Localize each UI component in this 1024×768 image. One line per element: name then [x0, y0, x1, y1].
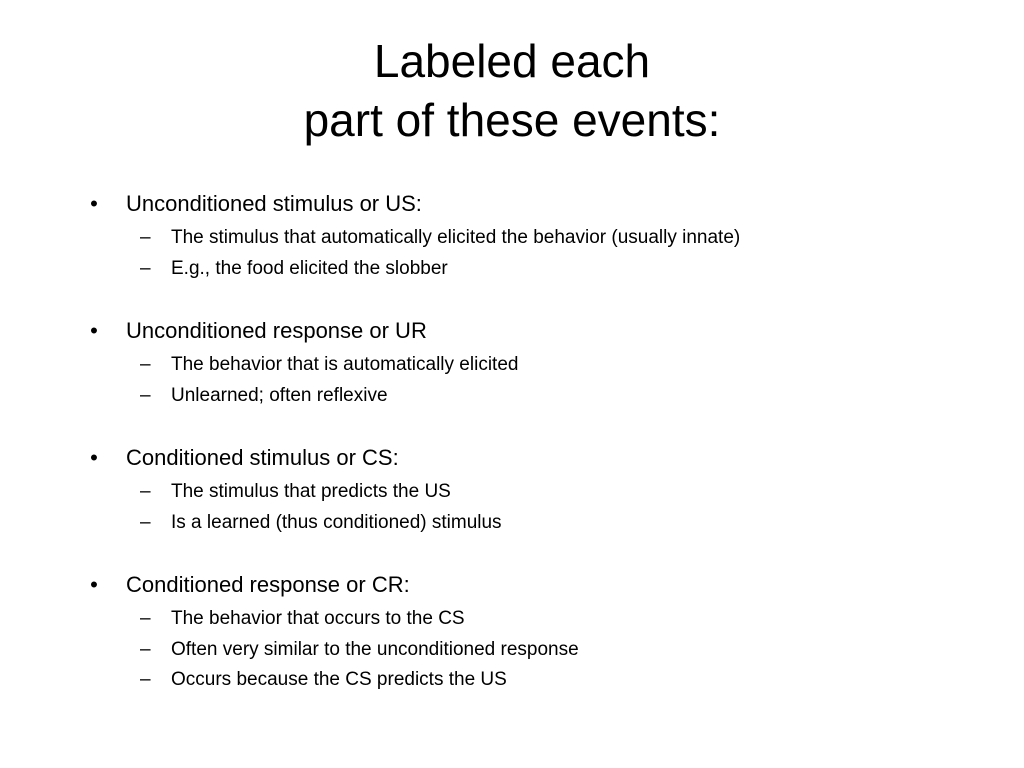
sub-item — [126, 381, 984, 412]
bullet-item-unconditioned-response — [84, 315, 984, 411]
sub-list — [126, 604, 984, 696]
sub-item-text: Unlearned; often reflexive — [171, 384, 388, 406]
slide-title-line-1: Labeled each — [373, 35, 651, 87]
bullet-icon: • — [90, 572, 98, 597]
sub-list — [126, 477, 984, 538]
sub-item-text: The stimulus that automatically elicited the behavior (usually innate) — [171, 227, 741, 248]
bullet-item-conditioned-stimulus — [84, 442, 984, 538]
dash-icon: – — [140, 384, 151, 406]
sub-item-text: The behavior that occurs to the CS — [171, 608, 465, 629]
dash-icon: – — [140, 481, 151, 502]
bullet-icon: • — [90, 191, 98, 216]
dash-icon: – — [140, 257, 151, 279]
sub-item — [126, 635, 984, 666]
sub-list — [126, 350, 984, 411]
sub-item — [126, 223, 984, 254]
sub-item — [126, 254, 984, 285]
bullet-icon: • — [90, 318, 98, 343]
sub-item-text: Is a learned (thus conditioned) stimulus — [171, 511, 502, 533]
sub-item — [126, 665, 984, 696]
sub-item-text: E.g., the food elicited the slobber — [171, 257, 448, 279]
bullet-label: Conditioned response or CR: — [126, 572, 410, 597]
dash-icon: – — [140, 669, 151, 690]
slide-title — [0, 32, 1024, 150]
sub-list — [126, 223, 984, 284]
bullet-icon: • — [90, 445, 98, 470]
dash-icon: – — [140, 227, 151, 248]
dash-icon: – — [140, 608, 151, 629]
dash-icon: – — [140, 511, 151, 533]
sub-item — [126, 604, 984, 635]
sub-item-text: Occurs because the CS predicts the US — [171, 669, 507, 690]
sub-item-text: The behavior that is automatically elicited — [171, 354, 519, 375]
sub-item — [126, 350, 984, 381]
dash-icon: – — [140, 638, 151, 660]
sub-item — [126, 477, 984, 508]
sub-item-text: Often very similar to the unconditioned response — [171, 638, 579, 660]
bullet-item-conditioned-response — [84, 569, 984, 696]
bullet-label: Unconditioned stimulus or US: — [126, 191, 422, 216]
bullet-item-unconditioned-stimulus — [84, 188, 984, 284]
bullet-list — [84, 188, 984, 699]
bullet-label: Conditioned stimulus or CS: — [126, 445, 399, 470]
dash-icon: – — [140, 354, 151, 375]
slide-title-line-2: part of these events: — [303, 94, 721, 146]
bullet-label: Unconditioned response or UR — [126, 318, 427, 343]
sub-item-text: The stimulus that predicts the US — [171, 481, 451, 502]
sub-item — [126, 508, 984, 539]
